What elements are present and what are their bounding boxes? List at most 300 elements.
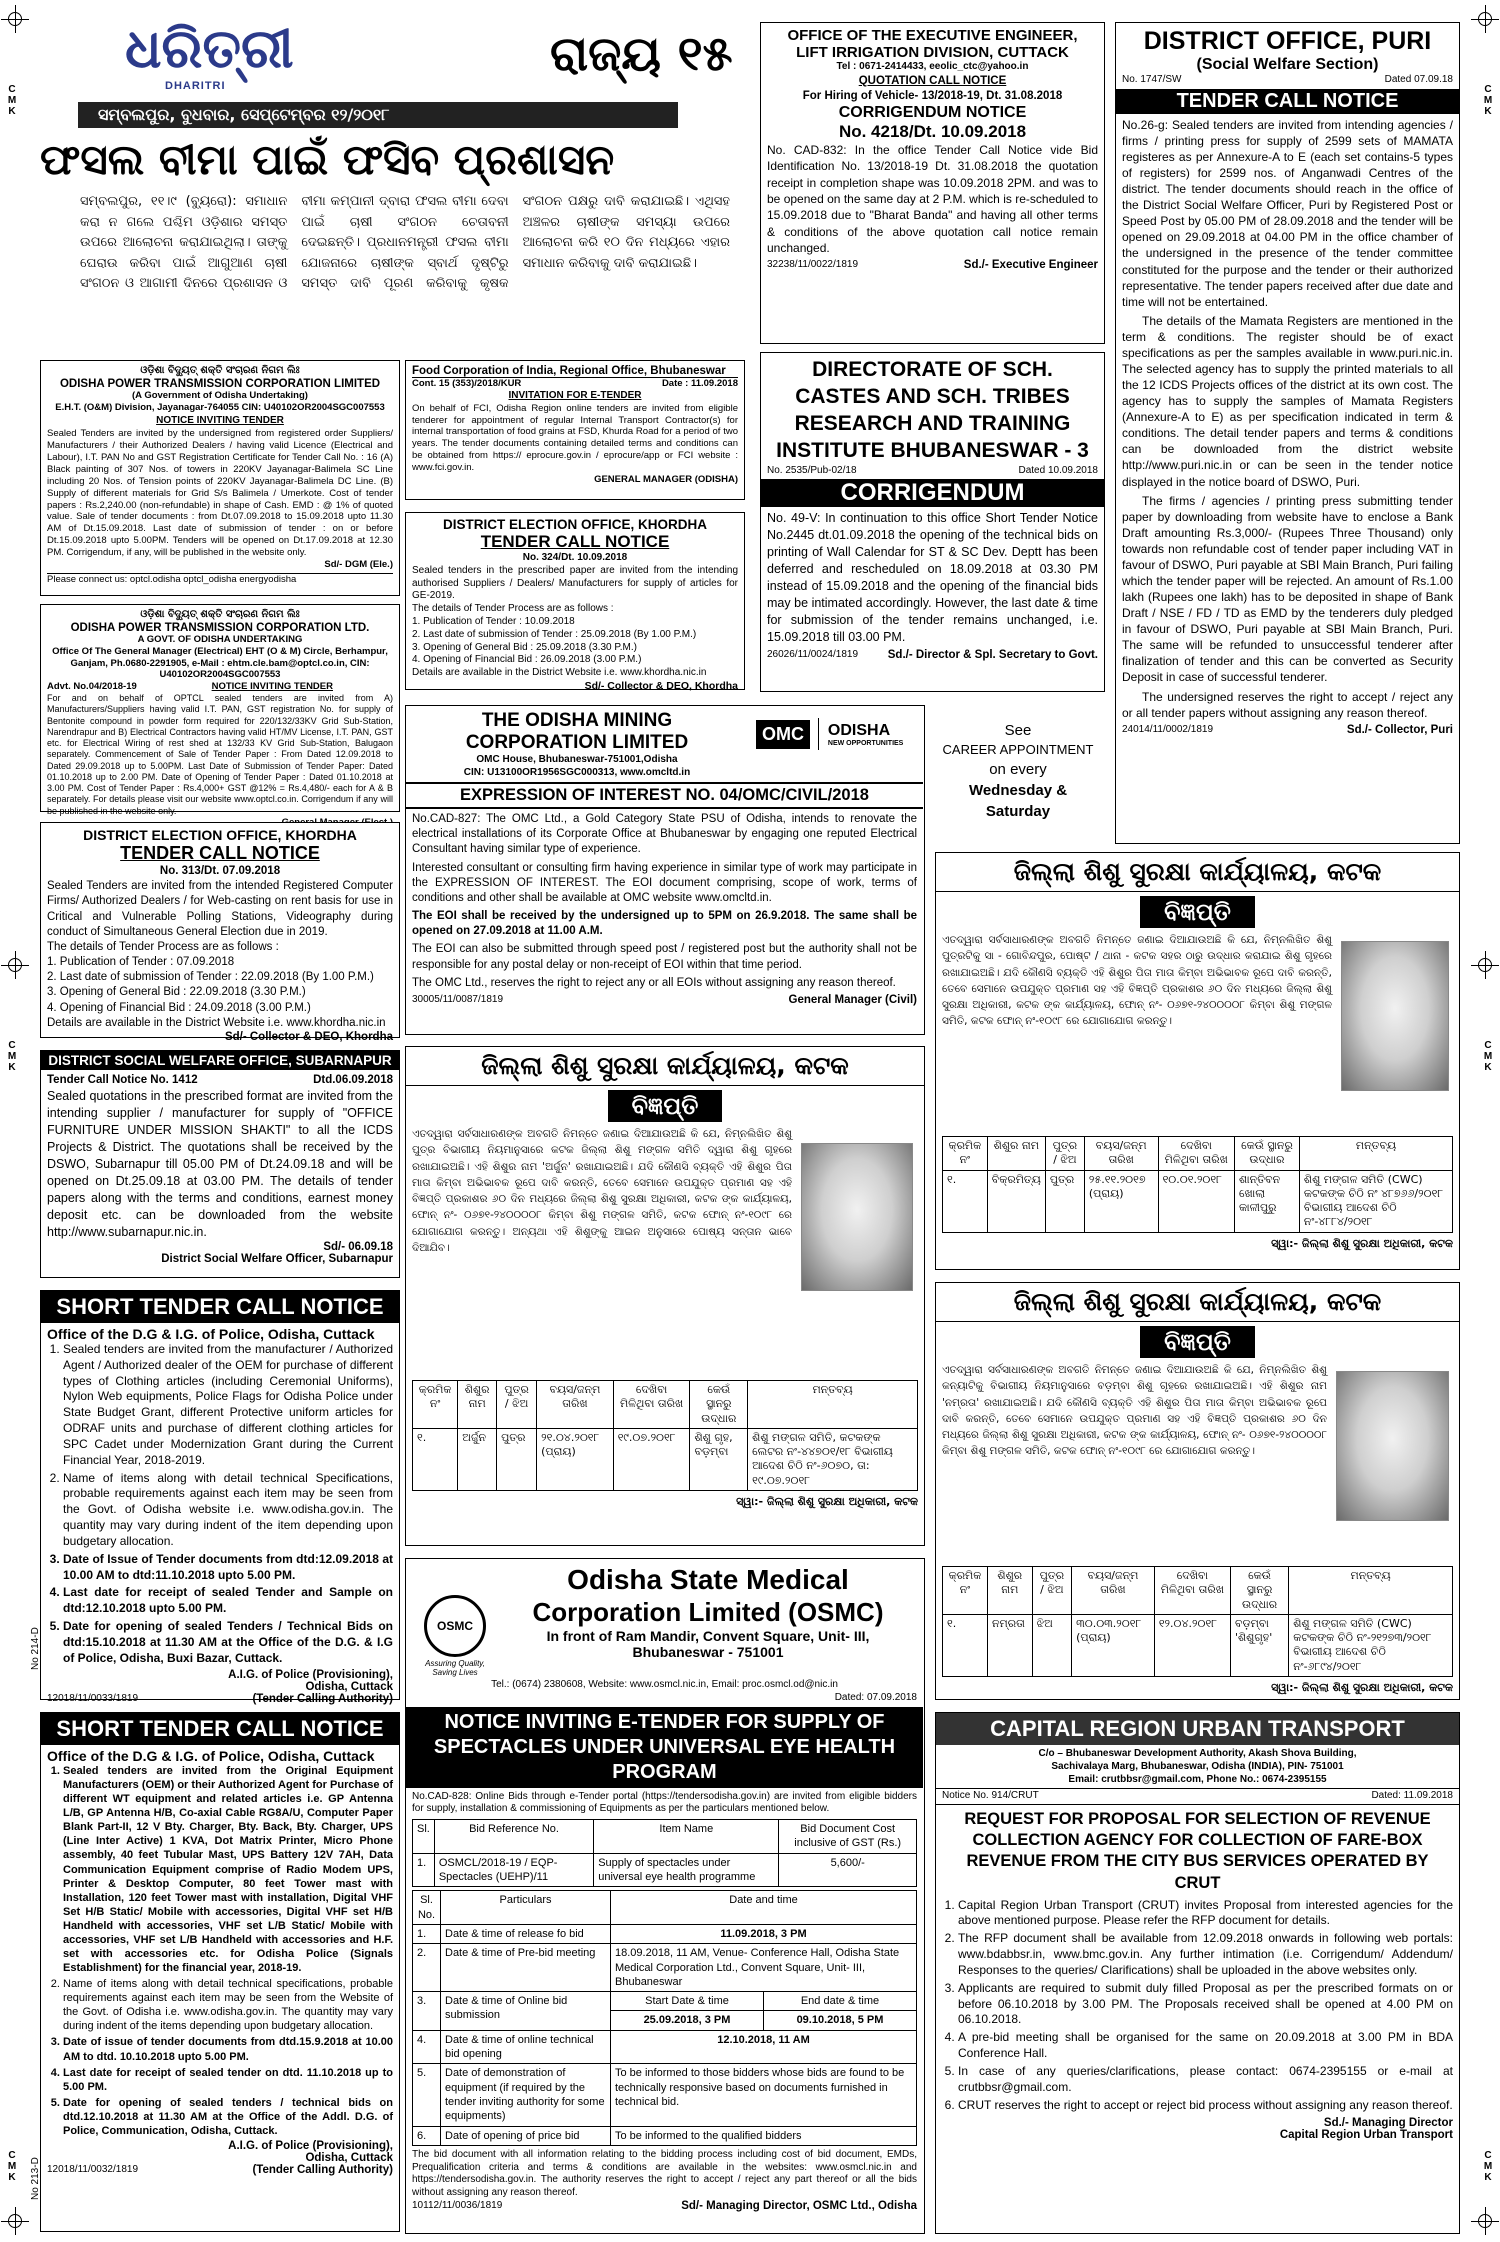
short-tender-notice-1 [40,1290,400,1705]
table-header-cell: କ୍ରମିକ ନଂ [943,1137,988,1171]
optcl-sub: (A Government of Odisha Undertaking) [132,389,308,401]
table-cell: ୧. [413,1428,458,1490]
scst-signature: Sd./- Director & Spl. Secretary to Govt. [887,649,1098,662]
optcl-company: ODISHA POWER TRANSMISSION CORPORATION LIMITED [59,377,381,390]
table-header-cell: ପୁତ୍ର / ଝିଅ [497,1381,537,1429]
puri-date: Dated 07.09.18 [1384,74,1453,85]
puri-footer [1122,724,1453,736]
crut-address-2: Sachivalaya Marg, Bhubaneswar, Odisha (INDIA), PIN- 751001 [1051,1760,1344,1772]
li-number: No. 4218/Dt. 10.09.2018 [838,122,1027,142]
career-appointment-promo [932,720,1104,850]
table-cell: 5. [413,2064,441,2126]
child-r1-signature: ସ୍ୱା:- ଜିଲ୍ଲା ଶିଶୁ ସୁରକ୍ଷା ଅଧିକାରୀ, କଟକ [1271,1236,1453,1250]
optcl2-title-row [47,681,393,693]
osmc-body-wrap [406,1679,923,2212]
puri-para-3: The firms / agencies / printing press submitting tender paper by downloading from website have to enclose a Bank Draft amounting Rs.3,000/- (Rupees Three Thousand) only towards non refundable cost of tender paper including VAT in favour of DSWO, Puri payable at SBI Main Branch, Puri failing which the tender paper will be rejected. An amount of Rs.1.00 lakh (Rupees one lakh) has to be deposited in shape of Bank Draft / NSE / FD / TD as EMD by the tenderers duly pledged in favour of DSWO, Puri payable at SBI Main Branch, Puri. The same will be refunded to unsuccessful tenderer after finalization of tender and this can be converted as Security Deposit in case of successful tenderer. [1122,493,1453,685]
table-cell: 11.09.2018, 3 PM [611,1924,917,1943]
table-row [413,2126,917,2145]
omc-para-4: The EOI can also be submitted through speed post / registered post but the authority shall not be responsible for any postal delay or non-receipt of EOI within that time period. [412,943,917,971]
child-r2-body: ଏତଦ୍ୱାରା ସର୍ବସାଧାରଣଙ୍କ ଅବଗତି ନିମନ୍ତେ ଜଣାଇ ଦିଆଯାଉଅଛି କି ଯେ, ନିମ୍ନଲିଖିତ ଶିଶୁ କନ୍ୟାଟିକୁ ବିଭାଗୀୟ ନିୟମାନୁସାରେ ବଡ଼ମ୍ବା ଶିଶୁ ଗୃହରେ ରଖାଯାଇଅଛି। ଏହି ଶିଶୁର ନାମ 'ନମ୍ରତା' ରଖାଯାଇଅଛି। ଯଦି କୌଣସି ବ୍ୟକ୍ତି ଏହି ଶିଶୁର ପିତା ମାତା କିମ୍ବା ଅଭିଭାବକ ରୂପେ ଦାବି କରନ୍ତି, ତେବେ ସେମାନେ ଉପଯୁକ୍ତ ପ୍ରମାଣ ସହ ଏହି ବିଜ୍ଞପ୍ତି ପ୍ରକାଶର ୬୦ ଦିନ ମଧ୍ୟରେ ଜିଲ୍ଲା ଶିଶୁ ସୁରକ୍ଷା ଅଧିକାରୀ, କଟକ ଙ୍କ କାର୍ଯ୍ୟାଳୟ, ଫୋନ୍ ନଂ- ୦୬୭୧-୨୪୦୦୦୦୮ କିମ୍ବା ଶିଶୁ ମଙ୍ଗଳ ସମିତି, କଟକ ଫୋନ୍ ନଂ-୧୦୯୮ ରେ ଯୋଗାଯୋଗ କରନ୍ତୁ। [942,1364,1327,1458]
short-tender-2-item: 1. Sealed tenders are invited from the Original Equipment Manufacturers (OEM) or their Authorized Agent for Purchase of different WT equipment and related articles i.e. GP Antenna L/B, GP Antenna H/B, Co-axial Cable RG8A/U, Computer Paper Blank Part-II, 12 V Bty. Charger, Bty. Back, Bty. Charger, UPS (Line Inter Active) 1 KVA, Dot Matrix Printer, Micro Phone assembly, 40 feet Tubular Mast, UPS Battery 12V 7AH, Data Communication Equipment comprise of Radio Modem UPS, Printer & Desktop Computer, 80 feet Tower mast with Installation, 120 feet Tower mast with installation, Digital VHF Set H/B Static/ Mobile with accessories, Digital VHF set H/B Handheld with accessories, VHF set L/B Static/ Mobile with accessories, VHF set L/B Handheld with accessories and H.F. set with accessories etc. for Odisha Police (Signals Establishment) for the financial year, 2018-19. [63,1764,393,1975]
omc-banner: EXPRESSION OF INTEREST NO. 04/OMC/CIVIL/2018 [406,782,923,809]
puri-sub: (Social Welfare Section) [1196,56,1379,73]
child-r1-banner-wrap [942,896,1453,928]
omc-cin: CIN: U13100OR1956SGC000313, www.omcltd.in [463,766,691,778]
omc-para-5: The OMC Ltd., reserves the right to reject any or all EOIs without assigning any reason thereof. [412,976,896,989]
deo-schedule-2: 2. Last date of submission of Tender : 22.09.2018 (By 1.00 P.M.) [47,971,374,984]
crut-sig-2: Capital Region Urban Transport [1279,2129,1453,2142]
career-line-5: Saturday [985,803,1051,821]
table-header-cell: ଦେଖିବା ମିଳିଥିବା ତାରିଖ [1158,1137,1234,1171]
child-r1-body: ଏତଦ୍ୱାରା ସର୍ବସାଧାରଣଙ୍କ ଅବଗତି ନିମନ୍ତେ ଜଣାଇ ଦିଆଯାଉଅଛି କି ଯେ, ନିମ୍ନଲିଖିତ ଶିଶୁ ପୁତ୍ରଟିକୁ ସା - ଗୋବିନ୍ଦପୁର, ପୋଷ୍ଟ / ଥାନା - କଟକ ସହର ଠାରୁ ଉଦ୍ଧାର କରାଯାଇ ଶିଶୁ ଗୃହରେ ରଖାଯାଇଅଛି। ଯଦି କୌଣସି ବ୍ୟକ୍ତି ଏହି ଶିଶୁର ପିତା ମାତା କିମ୍ବା ଅଭିଭାବକ ରୂପେ ଦାବି କରନ୍ତି, ତେବେ ସେମାନେ ଉପଯୁକ୍ତ ପ୍ରମାଣ ସହ ଏହି ବିଜ୍ଞପ୍ତି ପ୍ରକାଶର ୬୦ ଦିନ ମଧ୍ୟରେ ଜିଲ୍ଲା ଶିଶୁ ସୁରକ୍ଷା ଅଧିକାରୀ, କଟକ ଙ୍କ କାର୍ଯ୍ୟାଳୟ, ଫୋନ୍ ନଂ- ୦୬୭୧-୨୪୦୦୦୦୮ କିମ୍ବା ଶିଶୁ ମଙ୍ଗଳ ସମିତି, କଟକ ଫୋନ୍ ନଂ-୧୦୯୮ ରେ ଯୋଗାଯୋଗ କରନ୍ତୁ। [942,934,1332,1028]
deo-khordha-tender-left [40,822,400,1043]
child-mid-body: ଏତଦ୍ୱାରା ସର୍ବସାଧାରଣଙ୍କ ଅବଗତି ନିମନ୍ତେ ଜଣାଇ ଦିଆଯାଉଅଛି କି ଯେ, ନିମ୍ନଲିଖିତ ଶିଶୁ ପୁତ୍ର ବିଭାଗୀୟ ନିୟମାନୁସାରେ କଟକ ଜିଲ୍ଲା ଶିଶୁ ମଙ୍ଗଳ ସମିତି ଦ୍ୱାରା ଶିଶୁ ଗୃହରେ ରଖାଯାଇଅଛି। ଏହି ଶିଶୁର ନାମ 'ଅର୍ଜୁନ' ରଖାଯାଇଅଛି। ଯଦି କୌଣସି ବ୍ୟକ୍ତି ଏହି ଶିଶୁର ପିତା ମାତା କିମ୍ବା ଅଭିଭାବକ ରୂପେ ଦାବି କରନ୍ତି, ତେବେ ସେମାନେ ଉପଯୁକ୍ତ ପ୍ରମାଣ ସହ ଏହି ବିଜ୍ଞପ୍ତି ପ୍ରକାଶର ୬୦ ଦିନ ମଧ୍ୟରେ ଜିଲ୍ଲା ଶିଶୁ ସୁରକ୍ଷା ଅଧିକାରୀ, କଟକ ଙ୍କ କାର୍ଯ୍ୟାଳୟ, ଫୋନ୍ ନଂ- ୦୬୭୧-୨୪୦୦୦୦୮ କିମ୍ବା ଶିଶୁ ମଙ୍ଗଳ ସମିତି, କଟକ ଫୋନ୍ ନଂ-୧୦୯୮ ରେ ଯୋଗାଯୋଗ କରନ୍ତୁ। ଅନ୍ୟଥା ଏହି ଶିଶୁଙ୍କୁ ଆଇନ ଅନୁସାରେ ପୋଷ୍ୟ ସନ୍ତାନ ଭାବେ ଦିଆଯିବ। [412,1128,792,1254]
child-mid-table-header [413,1381,918,1429]
deo-mid-signature: Sd/- Collector & DEO, Khordha [584,679,738,692]
crut-sig-1: Sd./- Managing Director [1323,2117,1453,2130]
deo-mid-website: Details are available in the District Website i.e. www.khordha.nic.in [412,667,707,679]
table-header-cell: ବୟସ/ଜନ୍ମ ତାରିଖ [1072,1567,1155,1615]
table-header-cell: ପୁତ୍ର / ଝିଅ [1045,1137,1084,1171]
omc-signature: General Manager (Civil) [788,993,917,1006]
osmc-title-2: Corporation Limited (OSMC) [532,1596,884,1627]
deo-mid-office: DISTRICT ELECTION OFFICE, KHORDHA [443,517,707,532]
crut-item: 3. Applicants are required to submit duly filled Proposal as per the prescribed formats on or before 06.10.2018 by 3.00 PM. The Proposals received shall be opened at 4.00 PM on 06.10.2018. [958,1981,1453,2028]
osmc-bid-table [412,1819,917,1887]
table-cell: ଶିଶୁ ମଙ୍ଗଳ ସମିତି (CWC) କଟକଙ୍କ ଚିଠି ନଂ ୪୮୭୬୬/୨୦୧୮ ବିଭାଗୀୟ ଆଦେଶ ଚିଠି ନଂ-୪୮୮୪/୨୦୧୮ [1299,1170,1452,1232]
optcl-signature: Sd/- DGM (Ele.) [324,558,393,570]
table-cell: To be informed to those bidders whose bids are found to be technically responsive based on documents furnished in technical bid. [611,2064,917,2126]
table-cell: ଶିଶୁ ମଙ୍ଗଳ ସମିତି (CWC) କଟକଙ୍କ ଚିଠି ନଂ-୨୧୨୭୩/୨୦୧୮ ବିଭାଗୀୟ ଆଦେଶ ଚିଠି ନଂ-୬୮୯୪/୨୦୧୮ [1289,1614,1453,1676]
table-cell: 18.09.2018, 11 AM, Venue- Conference Hall, Odisha State Medical Corporation Ltd., Convent Square, Unit- III, Bhubaneswar [611,1944,917,1992]
puri-signature: Sd./- Collector, Puri [1346,723,1453,736]
crut-items [942,1898,1453,2114]
registration-mark-top-right [1478,12,1492,26]
table-header-cell: କେଉଁ ସ୍ଥାନରୁ ଉଦ୍ଧାର [1230,1567,1288,1615]
optcl-social-footer: Please connect us: optcl.odisha optcl_odisha energyodisha [47,573,393,586]
puri-number: No. 1747/SW [1122,74,1182,85]
table-row [413,1992,917,2011]
deo-schedule-intro: The details of Tender Process are as follows : [47,940,279,953]
table-row [413,2064,917,2126]
osmc-schedule-header [413,1891,917,1925]
child-r1-banner: ବିଜ୍ଞପ୍ତି [1140,896,1255,928]
osmc-header [496,1563,920,1660]
table-cell: ୨୧.୦୪.୨୦୧୮ (ପ୍ରାୟ) [537,1428,614,1490]
table-cell: ବଡ଼ମ୍ବା 'ଶିଶୁଗୃହ' [1230,1614,1288,1676]
osmc-footer [412,2200,917,2212]
li-signature: Sd./- Executive Engineer [963,259,1098,272]
table-row [943,1170,1453,1232]
scst-body: No. 49-V: In continuation to this office Short Tender Notice No.2445 dt.01.09.2018 the opening of the technical bids on printing of Wall Calendar for ST & SC Dev. Deptt has been deferred and rescheduled on 18.09.2018 at 03.30 PM instead of 15.09.2018 and the opening of the financial bids may be intimated accordingly. However, the last date & time for submission of the tender remains unchanged, i.e. 15.09.2018 till 03.00 PM. [767,511,1098,645]
deo-mid-schedule-2: 2. Last date of submission of Tender : 25.09.2018 (By 1.00 P.M.) [412,628,697,640]
table-header-cell: Bid Reference No. [434,1820,593,1854]
table-header-cell: ମନ୍ତବ୍ୟ [748,1381,918,1429]
logo-english: DHARITRI [165,80,226,92]
deo-office: DISTRICT ELECTION OFFICE, KHORDHA [83,827,357,843]
table-cell: 12.10.2018, 11 AM [611,2030,917,2064]
table-cell: 5,600/- [779,1853,917,1887]
table-header-cell: ଦେଖିବା ମିଳିଥିବା ତାରିଖ [613,1381,690,1429]
deo-mid-body: Sealed tenders in the prescribed paper are invited from the intending authorised Suppliers / Dealers/ Manufacturers for supply of articles for GE-2019. [412,564,738,602]
table-cell: 6. [413,2126,441,2145]
osmc-banner: NOTICE INVITING E-TENDER FOR SUPPLY OF SPECTACLES UNDER UNIVERSAL EYE HEALTH PROGRAM [406,1707,923,1788]
osmc-e-tender [405,1558,925,2234]
table-row [413,2030,917,2064]
table-cell: 2. [413,1944,441,1992]
puri-banner: TENDER CALL NOTICE [1116,89,1459,114]
child-notice-right-2 [935,1282,1460,1700]
fci-title: Food Corporation of India, Regional Office, Bhubaneswar [412,365,738,378]
table-header-cell: Sl. No. [413,1891,441,1925]
dswo-subarnapur-ref-row [47,1073,393,1088]
deo-mid-schedule-1: 1. Publication of Tender : 10.09.2018 [412,615,575,627]
short-tender-1-side-code: No 214-D [30,1627,41,1670]
child-r2-banner-wrap [942,1326,1453,1358]
omc-eoi-notice [405,705,925,1035]
color-bar-left-bottom: C M K [7,2150,17,2183]
registration-mark-bottom-left [8,2214,22,2228]
crut-rfp-notice [935,1712,1460,2234]
table-cell: 3. [413,1992,441,2031]
optcl2-notice-body: For and on behalf of OPTCL sealed tenders are invited from A) Manufacturers/Suppliers having valid I.T. PAN, GST registration No. for supply of Bentonite compound in powder form required for 220/132/33KV Grid Sub-Station, Narendrapur and B) Electrical Contractors having valid HT/MV License, I.T. PAN, GST etc. for Electrical Wiring of rest shed at 132/33 KV Grid Sub-Station, Balugaon separately. Commencement of Sale of Tender Paper : From Dated 12.09.2018 to Dated 29.09.2018 up to 5.00PM. Last Date of Submission of Tender Paper: Dated 01.10.2018 up to 2.00 PM. Date of Opening of Tender Paper : Dated 01.10.2018 at 3.00 PM. Cost of Tender Paper : Rs.4,000+ GST @12% = Rs.4,480/- each for A & B separately. For details please visit our website www.optcl.co.in. Corrigendum if any will be published in the website only. [47,693,393,816]
table-cell: ବିକ୍ରମିତ୍ୟ [987,1170,1045,1232]
career-line-2: CAREER APPOINTMENT [942,742,1094,757]
fci-body: On behalf of FCI, Odisha Region online tenders are invited from eligible tenderer for appointment of regular Internal Transport Contractor(s) for internal transportation of food grains at FSD, Khurda Road for a period of two years. The tender documents containing detailed terms and conditions can be obtained from https:// eprocure.gov.in / eprocure/app or FCI website : www.fci.gov.in. [412,402,738,474]
short-tender-1-item: 4. Last date for receipt of sealed Tender and Sample on dtd:12.10.2018 upto 5.00 PM. [63,1585,393,1617]
lift-irrigation-notice [760,22,1105,344]
table-cell: ୧୦.୦୧.୨୦୧୮ [1158,1170,1234,1232]
table-header-cell: ବୟସ/ଜନ୍ମ ତାରିଖ [1084,1137,1158,1171]
omc-body-wrap [406,782,923,1006]
short-tender-2-banner: SHORT TENDER CALL NOTICE [41,1713,399,1745]
short-tender-2-sig3: (Tender Calling Authority) [252,2164,393,2177]
child-r2-banner: ବିଜ୍ଞପ୍ତି [1140,1326,1255,1358]
short-tender-1-item: 3. Date of Issue of Tender documents from dtd:12.09.2018 at 10.00 AM to dtd:11.10.2018 upto 5.00 PM. [63,1552,393,1584]
dswo-subarnapur-notice-no: Tender Call Notice No. 1412 [47,1074,198,1086]
registration-mark-top-left [8,12,22,26]
table-cell: ପୁତ୍ର [1045,1170,1084,1232]
omc-title-2: CORPORATION LIMITED [465,732,689,753]
li-hiring: For Hiring of Vehicle- 13/2018-19, Dt. 31.08.2018 [802,89,1063,102]
table-row [413,1944,917,1992]
li-corrigendum: CORRIGENDUM NOTICE [838,104,1027,122]
short-tender-1-sig1: A.I.G. of Police (Provisioning), [228,1668,393,1681]
scst-footer [767,649,1098,661]
osmc-title-1: Odisha State Medical [567,1564,849,1595]
table-cell: ଝିଅ [1032,1614,1071,1676]
table-header-cell: କ୍ରମିକ ନଂ [943,1567,988,1615]
omc-logo [756,718,916,762]
fci-date: Date : 11.09.2018 [661,378,738,389]
osmc-schedule-table [412,1890,917,2145]
table-header-cell: Date and time [611,1891,917,1925]
table-cell: ୧୯.୦୭.୨୦୧୮ [613,1428,690,1490]
omc-footer [412,994,917,1006]
omc-code: 30005/11/0087/1819 [412,993,504,1005]
table-cell: Date & time of Pre-bid meeting [441,1944,611,1992]
deo-signature: Sd/- Collector & DEO, Khordha [224,1030,393,1043]
scst-ref-row [767,465,1098,478]
short-tender-2-item: 2. Name of items along with detail technical specifications, probable requirements against each item may be seen from the Website of the Govt. of Odisha i.e. www.odisha.gov.in. The quantity may vary during indent of the items depending upon budgetary allocation. [63,1977,393,2033]
crut-date: Dated: 11.09.2018 [1371,1790,1453,1802]
child-notice-mid [405,1046,925,1546]
short-tender-2-item: 5. Date for opening of sealed tenders / technical bids on dtd.12.10.2018 at 11.30 AM at the Office of the Addl. D.G. of Police, Communication, Odisha, Cuttack. [63,2096,393,2138]
osmc-address-1: In front of Ram Mandir, Convent Square, Unit- III, [546,1627,870,1644]
li-contact: Tel : 0671-2414433, eeolic_ctc@yahoo.in [836,61,1029,72]
table-cell: ଅର୍ଜୁନ [458,1428,497,1490]
deo-website: Details are available in the District Website i.e. www.khordha.nic.in [47,1016,386,1029]
optcl-address: E.H.T. (O&M) Division, Jayanagar-764055 CIN: U40102OR2004SGC007553 [55,401,385,413]
puri-ref-row [1122,74,1453,87]
child-mid-banner-wrap [412,1090,918,1122]
table-row [943,1614,1453,1676]
deo-schedule-1: 1. Publication of Tender : 07.09.2018 [47,956,235,969]
scst-code: 26026/11/0024/1819 [767,649,859,661]
career-line-1: See [1004,722,1032,739]
crut-heading: REQUEST FOR PROPOSAL FOR SELECTION OF REVENUE COLLECTION AGENCY FOR COLLECTION OF FARE-BOX REVENUE FROM THE CITY BUS SERVICES OPERATED BY CRUT [964,1810,1431,1892]
osmc-logo-text: OSMC [437,1619,473,1633]
table-cell: ୧. [943,1170,988,1232]
crut-title: CAPITAL REGION URBAN TRANSPORT [936,1713,1459,1745]
table-header-cell: ଶିଶୁର ନାମ [987,1137,1045,1171]
osmc-logo-circle [424,1595,486,1657]
color-bar-left-mid: C M K [7,1040,17,1073]
table-header-cell: Bid Document Cost inclusive of GST (Rs.) [779,1820,917,1854]
omc-para-1: No.CAD-827: The OMC Ltd., a Gold Category State PSU of Odisha, intends to renovate the electrical installations of its Corporate Office at Bhubaneswar by engaging one reputed Electrical Consultant having similar type of experience. [412,813,917,856]
child-r2-title: ଜିଲ୍ଲା ଶିଶୁ ସୁରକ୍ଷା କାର୍ଯ୍ୟାଳୟ, କଟକ [936,1283,1459,1322]
dswo-subarnapur-signature: District Social Welfare Officer, Subarnapur [161,1253,393,1266]
omc-header-left [412,710,742,780]
omc-para-3: The EOI shall be received by the undersigned up to 5PM on 26.9.2018. The same shall be opened on 27.09.2018 at 11.00 A.M. [412,910,917,938]
puri-code: 24014/11/0002/1819 [1122,723,1214,735]
osmc-footer-text: The bid document with all information relating to the bidding process including cost of bid document, EMDs, Prequalification criteria and terms & conditions are available in the websites: www.osmcl.nic.in and https://tendersodisha.gov.in. The authority reserves the right to accept / reject any part thereof or all the bids without assigning any reason thereof. [412,2148,917,2199]
dswo-subarnapur-office: DISTRICT SOCIAL WELFARE OFFICE, SUBARNAPUR [41,1051,399,1070]
color-bar-right-mid: C M K [1483,1040,1493,1073]
table-header-cell: କେଉଁ ସ୍ଥାନରୁ ଉଦ୍ଧାର [690,1381,748,1429]
table-header-cell: ମନ୍ତବ୍ୟ [1289,1567,1453,1615]
short-tender-1-items [47,1342,393,1667]
table-cell: 4. [413,2030,441,2064]
fci-cont: Cont. 15 (353)/2018/KUR [412,378,522,389]
table-cell: ଶିଶୁ ମଙ୍ଗଳ ସମିତି, କଟକଙ୍କ ଲେଟର ନଂ-୪୪୭୦୧/୧୮ ବିଭାଗୀୟ ଆଦେଶ ଚିଠି ନଂ-୬୦୭୦, ତା: ୧୯.୦୭.୨୦୧୮ [748,1428,918,1490]
omc-address: OMC House, Bhubaneswar-751001,Odisha [476,754,678,765]
short-tender-2-footer [47,2164,393,2176]
fci-signature: GENERAL MANAGER (ODISHA) [594,473,738,485]
newspaper-logo [125,18,305,100]
section-title: ରାଜ୍ୟ ୧୫ [550,26,733,82]
table-header-cell: ପୁତ୍ର / ଝିଅ [1032,1567,1071,1615]
short-tender-2-item: 3. Date of issue of tender documents from dtd.15.9.2018 at 10.00 AM to dtd. 10.10.2018 upto 5.00 PM. [63,2035,393,2063]
scst-corrigendum [760,352,1105,692]
career-line-3: on every [989,761,1047,779]
table-cell: ପୁତ୍ର [497,1428,537,1490]
short-tender-notice-2 [40,1712,400,2232]
child-r1-photo [1341,941,1449,1091]
table-cell: 1. [413,1853,435,1887]
dswo-subarnapur-sig-date: Sd/- 06.09.18 [323,1241,393,1254]
child-mid-table [412,1380,918,1491]
optcl-header-odia: ଓଡ଼ିଶା ବିଦ୍ୟୁତ୍ ଶକ୍ତି ସଂଚାରଣ ନିଗମ ଲିଃ [140,365,300,376]
crut-item: 6. CRUT reserves the right to accept or reject bid process without assigning any reason thereof. [958,2098,1453,2114]
short-tender-1-item: 2. Name of items along with detail technical Specifications, probable requirements against each item may be seen from the Govt. of Odisha website i.e. www.odisha.gov.in. The quantity may vary during indent of the item depending upon budgetary allocation. [63,1471,393,1550]
table-header-cell: Item Name [594,1820,779,1854]
li-office-2: LIFT IRRIGATION DIVISION, CUTTACK [796,44,1069,61]
table-header-cell: ଶିଶୁର ନାମ [458,1381,497,1429]
short-tender-1-footer [47,1693,393,1705]
omc-logo-divider [818,718,819,750]
deo-schedule-3: 3. Opening of General Bid : 22.09.2018 (3.30 P.M.) [47,986,306,999]
short-tender-2-side-code: No 213-D [30,2157,41,2200]
masthead [30,18,740,358]
table-cell: ଶିଶୁ ଗୃହ, ବଡ଼ମ୍ବା [690,1428,748,1490]
color-bar-right-bottom: C M K [1483,2150,1493,2183]
short-tender-2-sig1: A.I.G. of Police (Provisioning), [228,2140,393,2153]
crut-address-3: Email: crutbbsr@gmail.com, Phone No.: 0674-2395155 [1068,1773,1327,1785]
table-cell: Start Date & time [611,1992,764,2011]
puri-para-1: No.26-g: Sealed tenders are invited from intending agencies / firms / printing press for supply of 2599 sets of MAMATA registeres as per Annexure-A to E (each set contains-5 types of registers) for 2599 nos. of Anganwadi Centres of the district. The tender documents should reach in the office of the District Social Welfare Officer, Puri by Registered Post or Speed Post by 05.00 PM of 28.09.2018 and the tender will be opened on 29.09.2018 at 04.00 PM in the office chamber of the undersigned in the presence of the tender committee constituted for the purpose and the tender or their authorized representative. The tender papers received after due date and time will not be entertained. [1122,117,1453,309]
table-header-cell: ବୟସ/ଜନ୍ମ ତାରିଖ [537,1381,614,1429]
optcl2-company: ODISHA POWER TRANSMISSION CORPORATION LTD. [70,621,370,634]
table-cell: ୧୨.୦୪.୨୦୧୮ [1154,1614,1230,1676]
optcl2-notice-title: NOTICE INVITING TENDER [211,681,333,693]
crut-item: 1. Capital Region Urban Transport (CRUT) invites Proposal from interested agencies for the above mentioned purpose. Please refer the RFP document for details. [958,1898,1453,1930]
deo-title: TENDER CALL NOTICE [120,843,320,863]
page-headline: ଫସଲ ବୀମା ପାଇଁ ଫସିବ ପ୍ରଶାସନ [40,135,615,184]
osmc-logo [416,1595,494,1677]
crut-item: 5. In case of any queries/clarifications, please contact: 0674-2395155 or e-mail at crutbbsr@gmail.com. [958,2064,1453,2096]
child-r2-table-header [943,1567,1453,1615]
table-header-cell: Sl. [413,1820,435,1854]
puri-para-2: The details of the Mamata Registers are mentioned in the term & conditions. The register should be of exact specifications as per the samples available in www.puri.nic.in. The selected agency has to supply the printed materials to all the 12 ICDS Projects offices of the district at its own cost. The agency has to supply the samples of Mamata Registers (Annexure-A to E) as per specification indicated in term & conditions. The detail tender papers and terms & conditions can be downloaded from the district website http://www.puri.nic.in or can be seen in the tender notice displayed in the notice board of DSWO, Puri. [1122,313,1453,489]
registration-mark-left-mid [8,958,22,972]
scst-title: DIRECTORATE OF SCH. CASTES AND SCH. TRIBES RESEARCH AND TRAINING INSTITUTE BHUBANESWAR - 3 [776,358,1089,462]
osmc-tagline: Assuring Quality, Saving Lives [425,1659,485,1677]
dswo-subarnapur-tender [40,1050,400,1278]
deo-body: Sealed Tenders are invited from the intended Registered Computer Firms/ Authorized Dealers / for Web-casting on rent basis for use in Critical and Vulnerable Polling Stations, Videography during conduct of Simultaneous General Election due in 2019. [47,880,393,938]
fci-subtitle: INVITATION FOR E-TENDER [508,389,642,401]
table-cell: 25.09.2018, 3 PM [611,2011,764,2030]
child-r1-title: ଜିଲ୍ଲା ଶିଶୁ ସୁରକ୍ଷା କାର୍ଯ୍ୟାଳୟ, କଟକ [936,853,1459,892]
osmc-address-2: Bhubaneswar - 751001 [632,1643,784,1660]
child-r2-signature: ସ୍ୱା:- ଜିଲ୍ଲା ଶିଶୁ ସୁରକ୍ଷା ଅଧିକାରୀ, କଟକ [1271,1681,1453,1695]
short-tender-1-sig2: Odisha, Cuttack [305,1680,393,1693]
short-tender-1-item: 1. Sealed tenders are invited from the manufacturer / Authorized Agent / Authorized dealer of the OEM for purchase of different types of Clothing articles (including Ceremonial Uniforms), Nylon Web equipments, Police Flags for Odisha Police under State Budget Grant, different Protective uniform articles for ODRAF units and purchase of different clothing articles for SPC Cadet under Modernization Grant during the Current Financial Year, 2018-2019. [63,1342,393,1469]
child-r1-table-header [943,1137,1453,1171]
osmc-code: 10112/11/0036/1819 [412,2200,503,2212]
table-row [413,1428,918,1490]
child-r2-photo [1336,1371,1449,1521]
short-tender-1-office: Office of the D.G & I.G. of Police, Odisha, Cuttack [47,1326,375,1342]
table-header-cell: କେଉଁ ସ୍ଥାନରୁ ଉଦ୍ଧାର [1234,1137,1299,1171]
table-row [413,1924,917,1943]
optcl-notice-title: NOTICE INVITING TENDER [156,414,284,426]
table-cell: Date & time of Online bid submission [441,1992,611,2031]
color-bar-left-top: C M K [7,84,17,117]
table-cell: To be informed to the qualified bidders [611,2126,917,2145]
scst-date: Dated 10.09.2018 [1018,464,1098,476]
dswo-subarnapur-body: Sealed quotations in the prescribed format are invited from the intending supplier / manufacturer for supply of "OFFICE FURNITURE UNDER MISSION SHAKTI" to all the ICDS Projects & District. The quotations shall be received by the DSWO, Subarnapur till 05.00 PM of Dt.24.09.18 and will be opened on Dt.25.09.18 at 03.00 PM. The details of tender papers along with the terms and conditions, earnest money deposit etc. can be downloaded from the website http://www.subarnapur.nic.in. [47,1089,393,1240]
table-header-cell: ଶିଶୁର ନାମ [987,1567,1032,1615]
table-cell: ୩୦.୦୩.୨୦୧୮ (ପ୍ରାୟ) [1072,1614,1155,1676]
dswo-subarnapur-date: Dtd.06.09.2018 [313,1074,393,1086]
table-header-cell: ମନ୍ତବ୍ୟ [1299,1137,1452,1171]
optcl-notice-body: Sealed Tenders are invited by the undersigned from registered order Suppliers/ Manufacturers / their Authorized Dealers / having valid Licence (Electrical and Labour), I.T. PAN No and GST Registration Certificate for Tender Call No. : 16 (A) Black painting of 307 Nos. of towers in 220KV Jayanagar-Balimela SC Line including 20 Nos. of Tension points of 220KV Jayanagar-Balimela DC Line. (B) Supply of different materials for Grid S/s Balimela / Umerkote. Cost of tender papers : Rs.2,240.00 (non-refundable) in shape of Cash. EMD : @ 1% of quoted value. Sale of tender documents : from Dt.07.09.2018 to 15.09.2018 upto 11.30 AM of Dt.15.09.2018. Last date of submission of tender : on or before Dt.15.09.2018 upto 5.00PM. Tenders will be opened on Dt.17.09.2018 at 12.30 PM. Corrigendum, if any, will be published in the website only. [47,428,393,559]
short-tender-2-code: 12018/11/0032/1819 [47,2164,139,2176]
table-header-cell: କ୍ରମିକ ନଂ [413,1381,458,1429]
child-r1-table [942,1136,1453,1233]
osmc-contact: Tel.: (0674) 2380608, Website: www.osmcl.nic.in, Email: proc.osmcl.od@nic.in [491,1679,838,1690]
fci-e-tender [405,360,745,500]
omc-logo-odisha: ODISHA [827,721,891,739]
li-body: No. CAD-832: In the office Tender Call Notice vide Bid Identification No. 13/2018-19 Dt. 31.08.2018 the quotation receipt in completion shape was 10.09.2018 2PM. and was to be opened on the same day at 2 P.M. which is re-scheduled to 15.09.2018 due to "Bharat Banda" and having all other terms & conditions of the above quotation call notice remain unchanged. [767,143,1098,256]
optcl2-adv-no: Advt. No.04/2018-19 [47,681,137,693]
deo-mid-number: No. 324/Dt. 10.09.2018 [522,552,628,563]
table-header-cell: ଦେଖିବା ମିଳିଥିବା ତାରିଖ [1154,1567,1230,1615]
short-tender-2-item: 4. Last date for receipt of sealed tender on dtd. 11.10.2018 up to 5.00 PM. [63,2066,393,2094]
osmc-bid-table-header [413,1820,917,1854]
crut-item: 4. A pre-bid meeting shall be organised for the same on 20.09.2018 at 3.00 PM in BDA Conference Hall. [958,2030,1453,2062]
table-cell: 1. [413,1924,441,1943]
puri-para-4: The undersigned reserves the right to accept / reject any or all tender papers without assigning any reason thereof. [1122,689,1453,720]
table-cell: Date & time of release fo bid [441,1924,611,1943]
registration-mark-bottom-right [1478,2214,1492,2228]
omc-title-1: THE ODISHA MINING [481,710,673,731]
optcl2-address: Office Of The General Manager (Electrical) EHT (O & M) Circle, Berhampur, Ganjam, Ph.0680-2291905, e-Mail : ehtm.cle.bam@optcl.co.in, CIN: U40102OR2004SGC007553 [52,645,388,681]
child-mid-signature: ସ୍ୱା:- ଜିଲ୍ଲା ଶିଶୁ ସୁରକ୍ଷା ଅଧିକାରୀ, କଟକ [736,1495,918,1509]
deo-schedule-4: 4. Opening of Financial Bid : 24.09.2018 (3.00 P.M.) [47,1001,311,1014]
short-tender-1-sig3: (Tender Calling Authority) [252,1692,393,1705]
crut-ref-row [936,1788,1459,1805]
table-cell: Date of opening of price bid [441,2126,611,2145]
omc-logo-mark: OMC [756,720,810,749]
omc-logo-tagline: NEW OPPORTUNITIES [827,739,904,747]
li-subtitle: QUOTATION CALL NOTICE [858,74,1007,87]
deo-number: No. 313/Dt. 07.09.2018 [159,865,281,877]
osmc-intro: No.CAD-828: Online Bids through e-Tender portal (https://tendersodisha.gov.in) are invited from eligible bidders for supply, installation & commissioning of Equipments as per the particulars mentioned below. [412,1790,917,1815]
optcl-odia-tender [40,360,400,596]
deo-mid-schedule-3: 3. Opening of General Bid : 25.09.2018 (3.30 P.M.) [412,641,637,653]
optcl-english-tender [40,604,400,816]
child-mid-title: ଜିଲ୍ଲା ଶିଶୁ ସୁରକ୍ଷା କାର୍ଯ୍ୟାଳୟ, କଟକ [406,1047,924,1086]
li-office-1: OFFICE OF THE EXECUTIVE ENGINEER, [787,27,1078,44]
table-cell: ୨୫.୧୧.୨୦୧୭ (ପ୍ରାୟ) [1084,1170,1158,1232]
crut-item: 2. The RFP document shall be available from 12.09.2018 onwards in following web portals: www.bdabbsr.in, www.bmc.gov.in. Any further intimation (i.e. Corrigendum/ Addendum/ Responses to the queries/ Clarifications) shall be uploaded in the above websites only. [958,1931,1453,1978]
color-bar-right-top: C M K [1483,84,1493,117]
optcl2-sub: A GOVT. OF ODISHA UNDERTAKING [137,633,303,645]
deo-mid-schedule-4: 4. Opening of Financial Bid : 26.09.2018 (3.00 P.M.) [412,654,642,666]
career-line-4: Wednesday & [968,782,1068,800]
deo-mid-title: TENDER CALL NOTICE [480,532,670,551]
table-cell: Date & time of online technical bid opening [441,2030,611,2064]
dateline-bar: ସମ୍ବଲପୁର, ବୁଧବାର, ସେପ୍ଟେମ୍ବର ୧୨/୨୦୧୮ [78,102,678,128]
news-story: ସମ୍ବଲପୁର, ୧୧।୯ (ବ୍ୟୁରୋ): ସମାଧାନ କରା ନ ଗଲେ ପଶ୍ଚିମ ଓଡ଼ିଶାର ସମସ୍ତ ଉପରେ ଆଲୋଚନା କରାଯାଇଥିଲା। ତାଙ୍କୁ ଘେରାଉ କରିବା ପାଇଁ ଆଗୁଆଣ ଚାଷୀ ସଂଗଠନ ଓ ଆଗାମୀ ଦିନରେ ପ୍ରଶାସନ ଓ ବୀମା କମ୍ପାନୀ ଦ୍ବାରା ଫସଲ ବୀମା ଦେବା ପାଇଁ ଚାଷୀ ସଂଗଠନ ଚେତାବନୀ ଦେଇଛନ୍ତି। ପ୍ରଧାନମନ୍ତ୍ରୀ ଫସଲ ବୀମା ଯୋଜନାରେ ଚାଷୀଙ୍କ ସ୍ବାର୍ଥ ଦୃଷ୍ଟିରୁ ସମସ୍ତ ଦାବି ପୂରଣ କରିବାକୁ କୃଷକ ସଂଗଠନ ପକ୍ଷରୁ ଦାବି କରାଯାଇଛି। ଏଥିସହ ଅଞ୍ଚଳର ଚାଷୀଙ୍କ ସମସ୍ୟା ଉପରେ ଆଲୋଚନା କରି ୧୦ ଦିନ ମଧ୍ୟରେ ଏହାର ସମାଧାନ କରିବାକୁ ଦାବି କରାଯାଇଛି। [80,194,730,292]
short-tender-2-items [47,1764,393,2138]
table-cell: ଶାନ୍ତିବନ ଖୋଲା କାଳୀପୁରୁ [1234,1170,1299,1232]
registration-mark-right-mid [1478,958,1492,972]
child-notice-right-1 [935,852,1460,1270]
table-cell: 09.10.2018, 5 PM [763,2011,916,2030]
deo-mid-schedule-intro: The details of Tender Process are as follows : [412,603,614,615]
short-tender-2-office: Office of the D.G & I.G. of Police, Odisha, Cuttack [47,1748,375,1764]
crut-address-1: C/o – Bhubaneswar Development Authority, Akash Shova Building, [1038,1748,1357,1759]
table-cell: Date of demonstration of equipment (if required by the tender inviting authority for some equipments) [441,2064,611,2126]
logo-odia: ଧରିତ୍ରୀ [125,17,294,80]
table-cell: ୧. [943,1614,988,1676]
li-footer [767,259,1098,271]
optcl2-header-odia: ଓଡ଼ିଶା ବିଦ୍ୟୁତ୍ ଶକ୍ତି ସଂଚାରଣ ନିଗମ ଲିଃ [140,609,300,620]
puri-title: DISTRICT OFFICE, PURI [1143,27,1432,55]
